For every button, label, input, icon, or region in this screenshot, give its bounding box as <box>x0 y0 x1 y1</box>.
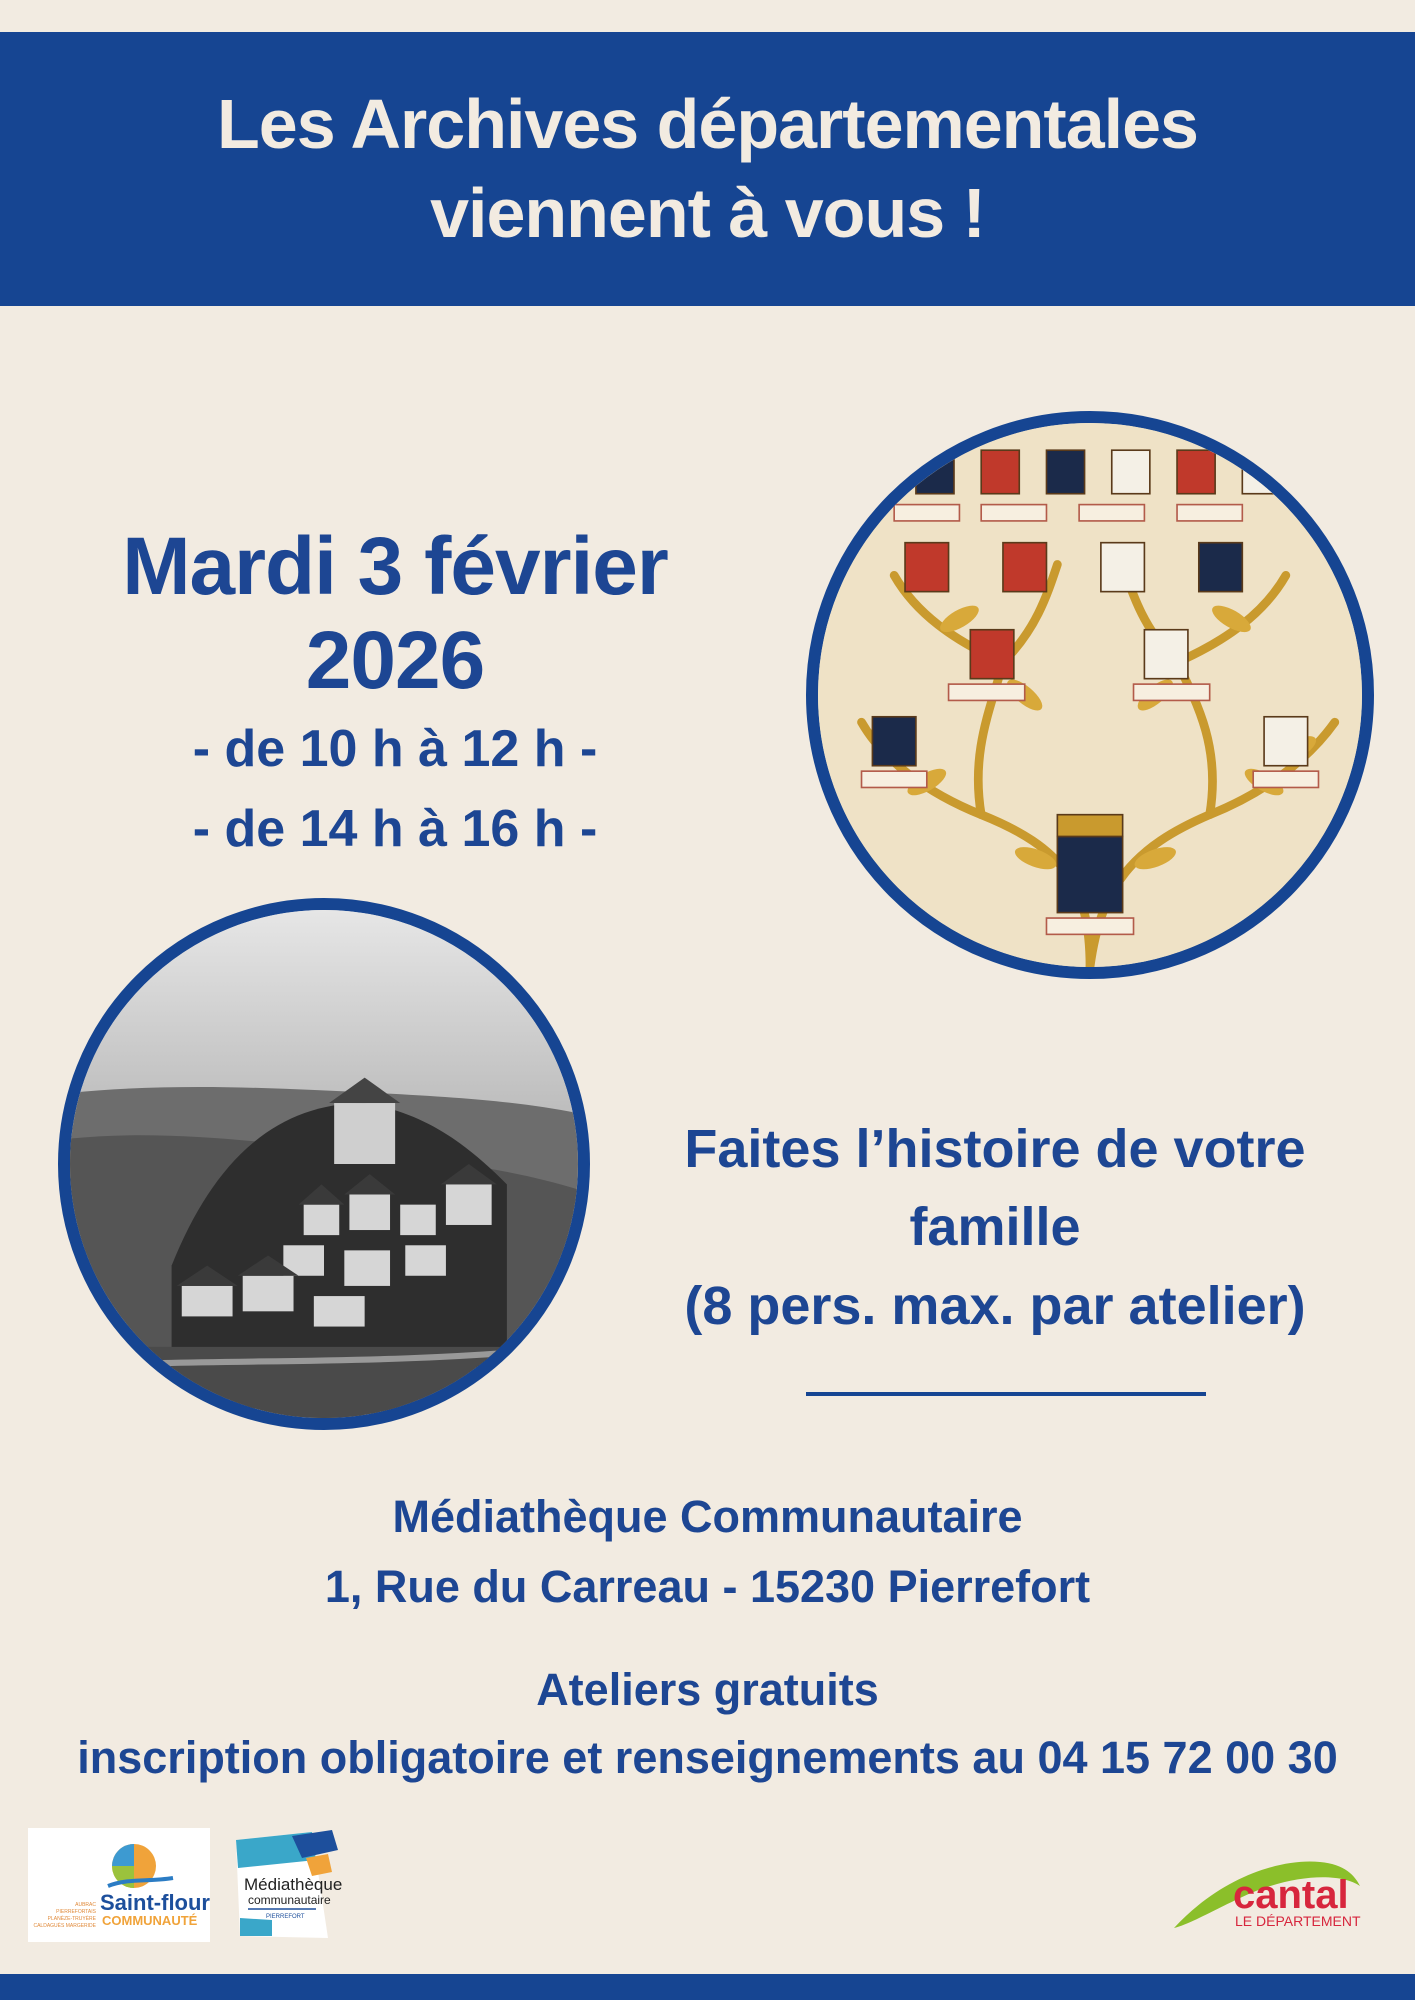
family-tree-image <box>806 411 1374 979</box>
event-schedule <box>30 520 760 870</box>
saint-flour-area-4: CALDAGUÈS MARGERIDE <box>33 1923 96 1929</box>
registration-info: inscription obligatoire et renseignements au 04 15 72 00 30 <box>77 1731 1338 1783</box>
event-date: Mardi 3 février 2026 <box>122 521 668 707</box>
banner-title-line2: viennent à vous ! <box>430 174 985 252</box>
workshop-title: Faites l’histoire de votre famille <box>684 1119 1306 1258</box>
cantal-name: cantal <box>1233 1873 1349 1917</box>
saint-flour-logo <box>28 1828 210 1942</box>
village-photo <box>58 898 590 1430</box>
divider-line <box>806 1392 1206 1396</box>
time-slot-morning: - de 10 h à 12 h - <box>192 719 598 778</box>
mediatheque-place: PIERREFORT <box>266 1914 305 1920</box>
venue-name: Médiathèque Communautaire <box>392 1491 1023 1542</box>
banner-title-line1: Les Archives départementales <box>217 85 1198 164</box>
saint-flour-area-2: PIERREFORTAIS <box>56 1909 96 1915</box>
price-info: Ateliers gratuits <box>536 1664 879 1715</box>
venue-block <box>0 1482 1415 1622</box>
saint-flour-name: Saint-flour <box>100 1890 210 1915</box>
venue-address: 1, Rue du Carreau - 15230 Pierrefort <box>324 1560 1091 1612</box>
workshop-capacity: (8 pers. max. par atelier) <box>684 1275 1306 1336</box>
mediatheque-logo <box>232 1828 362 1942</box>
mediatheque-name: Médiathèque <box>244 1875 343 1894</box>
info-block <box>0 1656 1415 1791</box>
saint-flour-area-1: AUBRAC <box>75 1902 96 1908</box>
footer-bar <box>0 1974 1415 2000</box>
saint-flour-sub: COMMUNAUTÉ <box>102 1913 198 1928</box>
workshop-description <box>600 1110 1390 1345</box>
saint-flour-area-3: PLANÈZE-TRUYÈRE <box>47 1916 96 1922</box>
time-slot-afternoon: - de 14 h à 16 h - <box>192 800 598 859</box>
cantal-sub: LE DÉPARTEMENT <box>1235 1913 1361 1929</box>
cantal-logo <box>1170 1838 1385 1938</box>
mediatheque-sub: communautaire <box>248 1893 331 1907</box>
header-banner <box>0 32 1415 306</box>
